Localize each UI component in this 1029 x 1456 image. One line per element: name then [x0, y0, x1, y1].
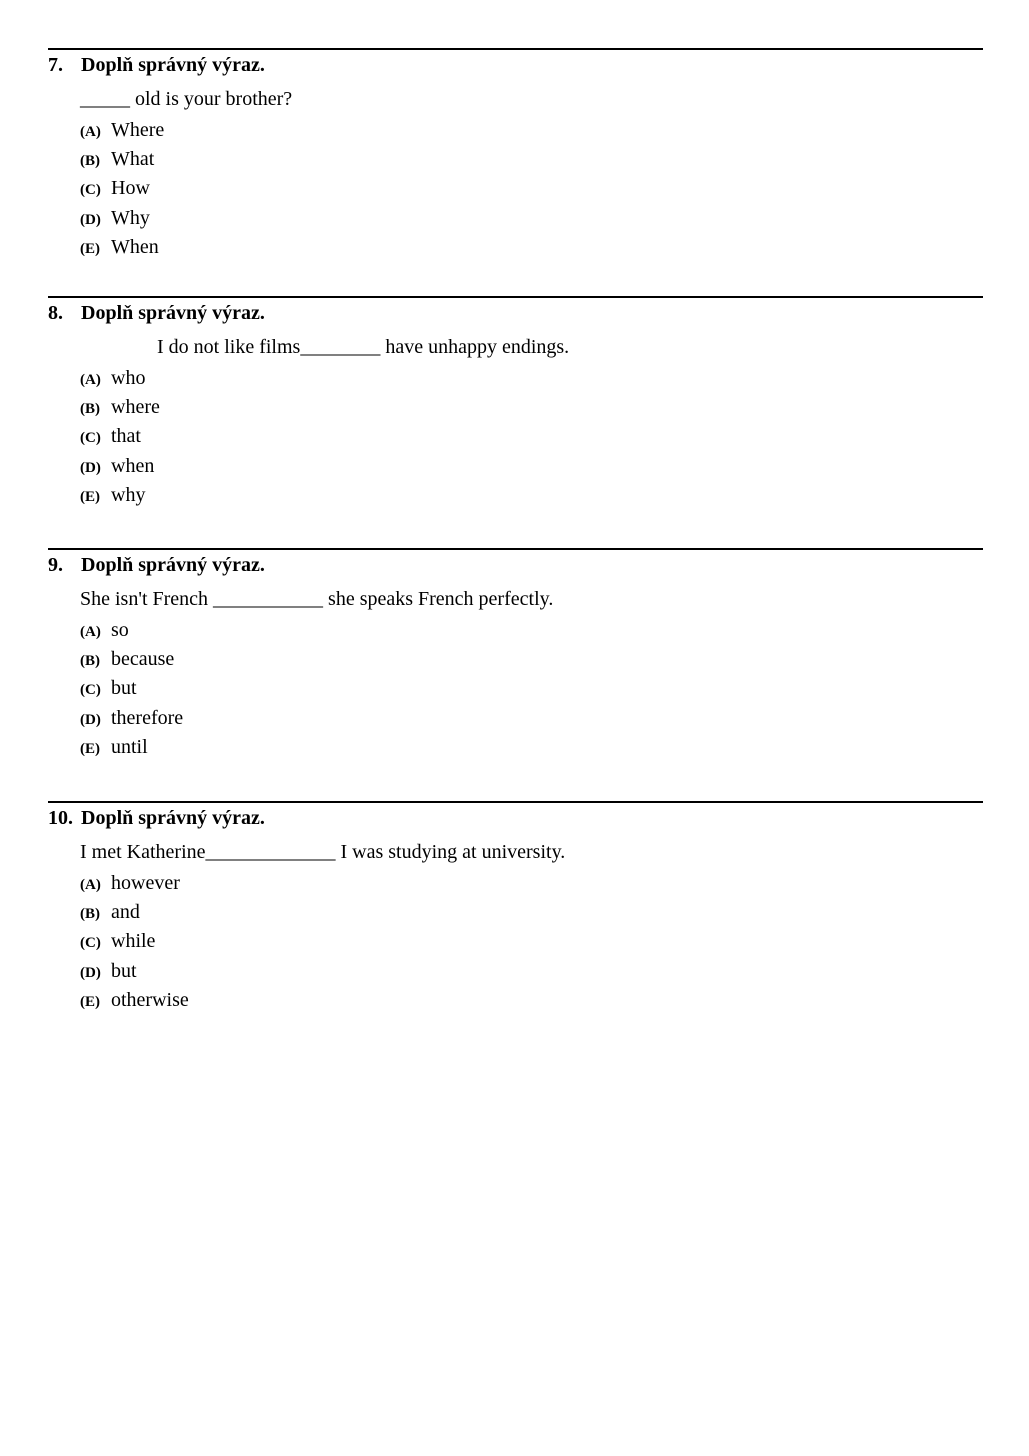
option-text: Where: [111, 119, 165, 141]
option-letter: (A): [80, 877, 101, 893]
option-d[interactable]: [80, 206, 164, 235]
option-letter: (D): [80, 711, 101, 728]
option-text: however: [111, 872, 180, 894]
question-7: [48, 48, 983, 258]
option-text: but: [111, 959, 137, 982]
question-stem: I do not like films________ have unhappy endings.: [157, 336, 570, 358]
option-letter: (D): [80, 964, 101, 981]
option-letter: (C): [80, 935, 101, 952]
question-title: Doplň správný výraz.: [81, 807, 265, 829]
option-e[interactable]: [80, 235, 164, 264]
question-heading: [48, 553, 265, 577]
option-letter: (E): [80, 740, 100, 757]
option-text: therefore: [111, 706, 184, 729]
question-number: 10.: [48, 807, 73, 829]
option-text: where: [111, 396, 160, 419]
option-letter: (B): [80, 906, 100, 923]
question-title: Doplň správný výraz.: [81, 554, 265, 576]
option-letter: (A): [80, 372, 101, 388]
option-text: Why: [111, 206, 150, 229]
question-number: 7.: [48, 54, 63, 76]
option-c[interactable]: [80, 424, 160, 453]
question-heading: [48, 301, 265, 325]
option-text: that: [111, 425, 141, 448]
option-b[interactable]: [80, 647, 183, 676]
option-text: while: [111, 930, 156, 953]
option-text: who: [111, 367, 146, 389]
question-number: 9.: [48, 554, 63, 576]
option-letter: (B): [80, 401, 100, 418]
question-title: Doplň správný výraz.: [81, 54, 265, 76]
option-text: and: [111, 901, 140, 924]
option-c[interactable]: [80, 176, 164, 205]
answer-options: [80, 618, 183, 764]
option-e[interactable]: [80, 988, 189, 1017]
question-stem: She isn't French ___________ she speaks French perfectly.: [80, 588, 554, 610]
option-c[interactable]: [80, 676, 183, 705]
option-letter: (E): [80, 240, 100, 257]
option-letter: (A): [80, 124, 101, 140]
option-e[interactable]: [80, 483, 160, 512]
option-letter: (C): [80, 682, 101, 699]
question-9: [48, 548, 983, 758]
option-a[interactable]: [80, 618, 183, 647]
answer-options: [80, 366, 160, 512]
option-letter: (E): [80, 993, 100, 1010]
option-a[interactable]: [80, 118, 164, 147]
question-stem: _____ old is your brother?: [80, 88, 293, 110]
option-b[interactable]: [80, 395, 160, 424]
option-text: otherwise: [111, 988, 189, 1011]
option-text: What: [111, 148, 155, 171]
question-title: Doplň správný výraz.: [81, 302, 265, 324]
option-letter: (D): [80, 211, 101, 228]
option-letter: (B): [80, 653, 100, 670]
option-c[interactable]: [80, 929, 189, 958]
option-letter: (A): [80, 624, 101, 640]
option-d[interactable]: [80, 706, 183, 735]
option-text: until: [111, 735, 148, 758]
option-b[interactable]: [80, 147, 164, 176]
option-letter: (C): [80, 182, 101, 199]
option-text: When: [111, 235, 159, 258]
option-text: when: [111, 454, 155, 477]
question-heading: [48, 53, 265, 77]
question-number: 8.: [48, 302, 63, 324]
option-letter: (E): [80, 488, 100, 505]
option-letter: (B): [80, 153, 100, 170]
option-text: How: [111, 177, 150, 200]
option-letter: (C): [80, 430, 101, 447]
option-letter: (D): [80, 459, 101, 476]
option-a[interactable]: [80, 871, 189, 900]
option-text: but: [111, 677, 137, 700]
option-d[interactable]: [80, 454, 160, 483]
question-heading: [48, 806, 265, 830]
option-text: why: [111, 483, 146, 506]
option-text: because: [111, 648, 175, 671]
option-e[interactable]: [80, 735, 183, 764]
option-d[interactable]: [80, 959, 189, 988]
option-b[interactable]: [80, 900, 189, 929]
question-8: [48, 296, 983, 506]
option-text: so: [111, 619, 129, 641]
option-a[interactable]: [80, 366, 160, 395]
answer-options: [80, 871, 189, 1017]
question-stem: I met Katherine_____________ I was studying at university.: [80, 841, 566, 863]
question-10: [48, 801, 983, 1011]
answer-options: [80, 118, 164, 264]
